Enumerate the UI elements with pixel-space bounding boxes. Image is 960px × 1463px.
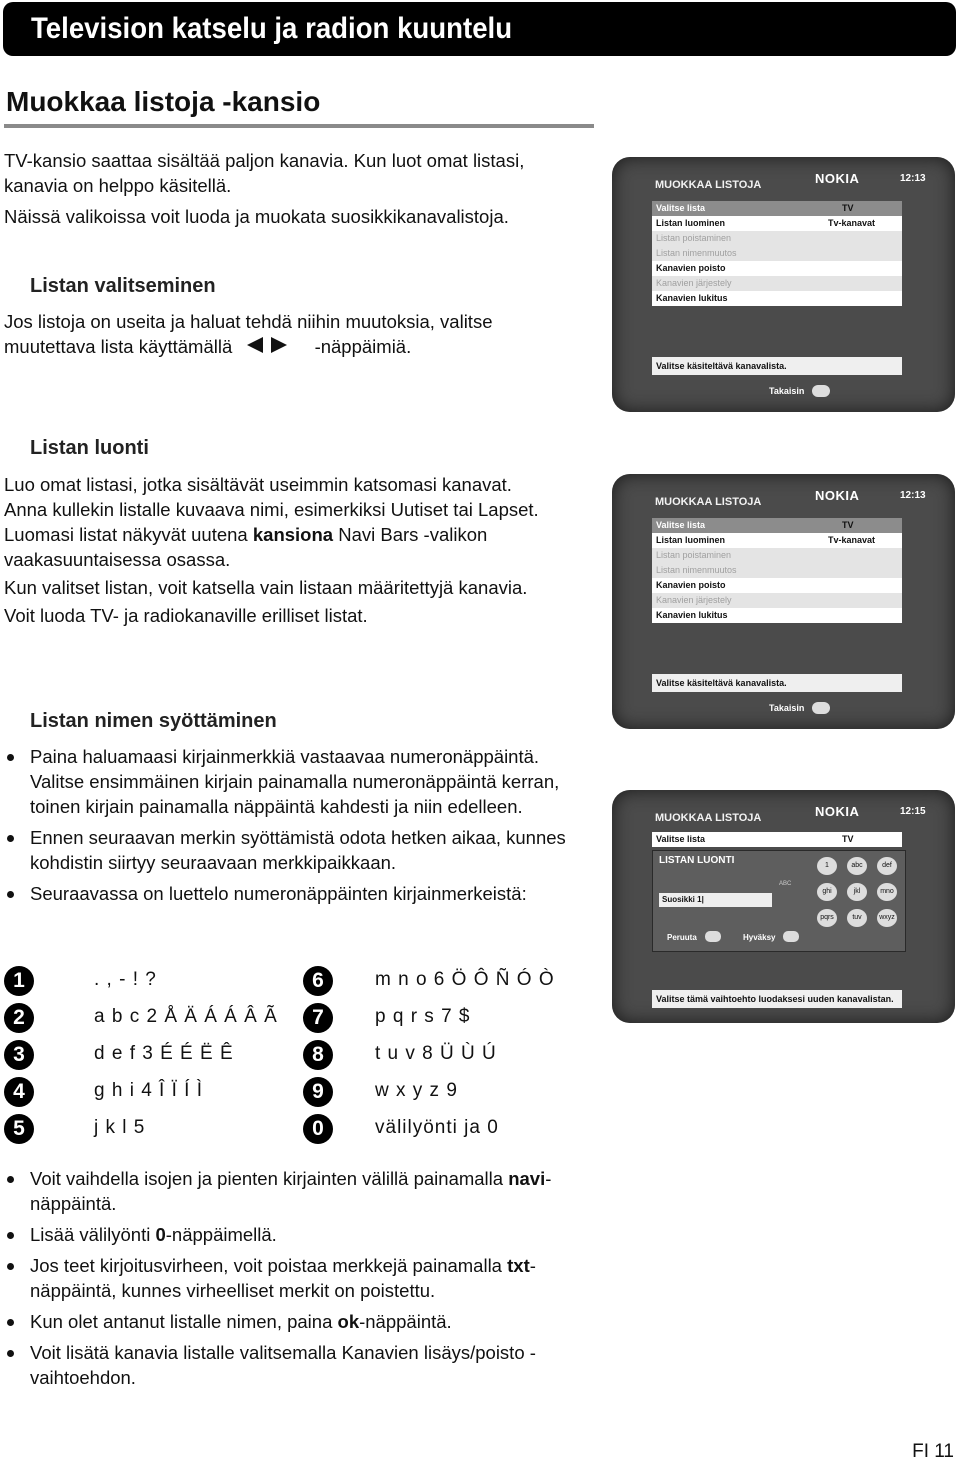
key-badge: 1 bbox=[4, 966, 34, 996]
list-item: Jos teet kirjoitusvirheen, voit poistaa merkkejä painamalla txt-näppäintä, kunnes virheelliset merkit on poistettu. bbox=[4, 1253, 594, 1303]
tv-menu-list bbox=[652, 201, 902, 306]
chapter-title: Television katselu ja radion kuuntelu bbox=[31, 12, 513, 45]
tv-menu-list bbox=[652, 518, 902, 623]
page-number: FI 11 bbox=[912, 1441, 954, 1462]
list-item: Seuraavassa on luettelo numeronäppäinten kirjainmerkeistä: bbox=[4, 881, 589, 906]
tv-screenshot-create-list bbox=[612, 790, 955, 1023]
key-badge: 2 bbox=[4, 1003, 34, 1033]
key-badge: 9 bbox=[303, 1077, 333, 1107]
tv-menu-item: Kanavien poisto bbox=[652, 261, 902, 276]
key-badge: 8 bbox=[303, 1040, 333, 1070]
list-item: Lisää välilyönti 0-näppäimellä. bbox=[4, 1222, 594, 1247]
key-badge: 7 bbox=[303, 1003, 333, 1033]
tv-menu-item: Kanavien järjestely bbox=[652, 276, 902, 291]
section-divider bbox=[4, 124, 594, 128]
tv-keypad bbox=[813, 855, 905, 947]
tv-menu-title: MUOKKAA LISTOJA bbox=[655, 496, 762, 508]
keypad-key: ghi bbox=[817, 883, 837, 901]
keypad-key: tuv bbox=[847, 909, 867, 927]
tv-menu-item: Kanavien järjestely bbox=[652, 593, 902, 608]
heading-enter-name: Listan nimen syöttäminen bbox=[30, 710, 277, 732]
keypad-key: 1 bbox=[817, 857, 837, 875]
tv-menu-item: Valitse lista TV bbox=[652, 201, 902, 216]
tv-menu-list bbox=[652, 832, 902, 847]
keypad-key: def bbox=[877, 857, 897, 875]
tv-menu-item: Kanavien lukitus bbox=[652, 608, 902, 623]
tv-menu-item: Kanavien lukitus bbox=[652, 291, 902, 306]
tv-menu-title: MUOKKAA LISTOJA bbox=[655, 179, 762, 191]
tv-status-bar: Valitse tämä vaihtoehto luodaksesi uuden kanavalistan. bbox=[652, 990, 902, 1008]
heading-create-list: Listan luonti bbox=[30, 437, 149, 459]
dialog-title: LISTAN LUONTI bbox=[659, 855, 735, 866]
keypad-key: jkl bbox=[847, 883, 867, 901]
tv-clock: 12:13 bbox=[900, 173, 926, 184]
list-item: Ennen seuraavan merkin syöttämistä odota hetken aikaa, kunnes kohdistin siirtyy seuraavaan merkkipaikkaan. bbox=[4, 825, 589, 875]
select-list-text: Jos listoja on useita ja haluat tehdä niihin muutoksia, valitse muutettava lista käyttämällä -näppäimiä. bbox=[4, 311, 493, 357]
tv-menu-title: MUOKKAA LISTOJA bbox=[655, 812, 762, 824]
tv-clock: 12:13 bbox=[900, 490, 926, 501]
nokia-logo: NOKIA bbox=[815, 171, 860, 186]
accept-label: Hyväksy bbox=[743, 933, 776, 942]
key-badge: 3 bbox=[4, 1040, 34, 1070]
abc-mode-label: ABC bbox=[779, 881, 792, 887]
tv-menu-item: Valitse lista TV bbox=[652, 518, 902, 533]
keypad-key: wxyz bbox=[877, 909, 897, 927]
create-list-dialog bbox=[652, 850, 906, 952]
back-button-icon bbox=[812, 702, 830, 714]
key-badge: 6 bbox=[303, 966, 333, 996]
tv-back-label: Takaisin bbox=[769, 386, 805, 396]
ok-button-icon bbox=[783, 931, 799, 942]
keypad-key: abc bbox=[847, 857, 867, 875]
keypad-key: pqrs bbox=[817, 909, 837, 927]
keypad-key: mno bbox=[877, 883, 897, 901]
back-button-icon bbox=[812, 385, 830, 397]
key-badge: 5 bbox=[4, 1114, 34, 1144]
tv-menu-item: Listan poistaminen bbox=[652, 548, 902, 563]
heading-select-list: Listan valitseminen bbox=[30, 275, 216, 297]
tv-menu-item: Listan luominen Tv-kanavat bbox=[652, 216, 902, 231]
left-right-arrows-icon bbox=[247, 334, 303, 350]
list-item: Paina haluamaasi kirjainmerkkiä vastaavaa numeronäppäintä. Valitse ensimmäinen kirjain painamalla numeronäppäintä kerran, toinen kirjain painamalla näppäintä kahdesti ja niin edelleen. bbox=[4, 744, 589, 819]
intro-text: TV-kansio saattaa sisältää paljon kanavia. Kun luot omat listasi, kanavia on helppo käsitellä. Näissä valikoissa voit luoda ja muokata suosikkikanavalistoja. bbox=[4, 150, 525, 227]
list-item: Voit lisätä kanavia listalle valitsemalla Kanavien lisäys/poisto -vaihtoehdon. bbox=[4, 1340, 594, 1390]
nokia-logo: NOKIA bbox=[815, 804, 860, 819]
section-title: Muokkaa listoja -kansio bbox=[6, 86, 321, 117]
nokia-logo: NOKIA bbox=[815, 488, 860, 503]
tv-menu-item: Valitse lista TV bbox=[652, 832, 902, 847]
key-badge: 0 bbox=[303, 1114, 333, 1144]
key-badge: 4 bbox=[4, 1077, 34, 1107]
list-item: Voit vaihdella isojen ja pienten kirjainten välillä painamalla navi-näppäintä. bbox=[4, 1166, 594, 1216]
tv-menu-item: Kanavien poisto bbox=[652, 578, 902, 593]
tv-menu-item: Listan luominen Tv-kanavat bbox=[652, 533, 902, 548]
list-name-input[interactable]: Suosikki 1| bbox=[659, 893, 772, 907]
enter-name-bullets bbox=[4, 744, 589, 912]
tv-clock: 12:15 bbox=[900, 806, 926, 817]
tv-status-bar: Valitse käsiteltävä kanavalista. bbox=[652, 674, 902, 692]
tv-status-bar: Valitse käsiteltävä kanavalista. bbox=[652, 357, 902, 375]
tv-screenshot-edit-lists-2 bbox=[612, 474, 955, 729]
tv-menu-item: Listan poistaminen bbox=[652, 231, 902, 246]
header-bar bbox=[3, 2, 956, 56]
tips-bullets bbox=[4, 1166, 594, 1396]
create-list-text: Luo omat listasi, jotka sisältävät useimmin katsomasi kanavat. Anna kullekin listalle kuvaava nimi, esimerkiksi Uutiset tai Lapset. Luomasi listat näkyvät uutena kansiona Navi Bars -valikon vaakasuuntaisessa osassa. Kun valitset listan, voit katsella vain listaan määritettyjä kanavia. Voit luoda TV- ja radiokanaville erilliset listat. bbox=[4, 474, 539, 626]
cancel-label: Peruuta bbox=[667, 933, 697, 942]
cancel-button-icon bbox=[705, 931, 721, 942]
tv-menu-item: Listan nimenmuutos bbox=[652, 563, 902, 578]
tv-back-label: Takaisin bbox=[769, 703, 805, 713]
tv-menu-item: Listan nimenmuutos bbox=[652, 246, 902, 261]
list-item: Kun olet antanut listalle nimen, paina ok-näppäintä. bbox=[4, 1309, 594, 1334]
tv-screenshot-edit-lists-1 bbox=[612, 157, 955, 412]
